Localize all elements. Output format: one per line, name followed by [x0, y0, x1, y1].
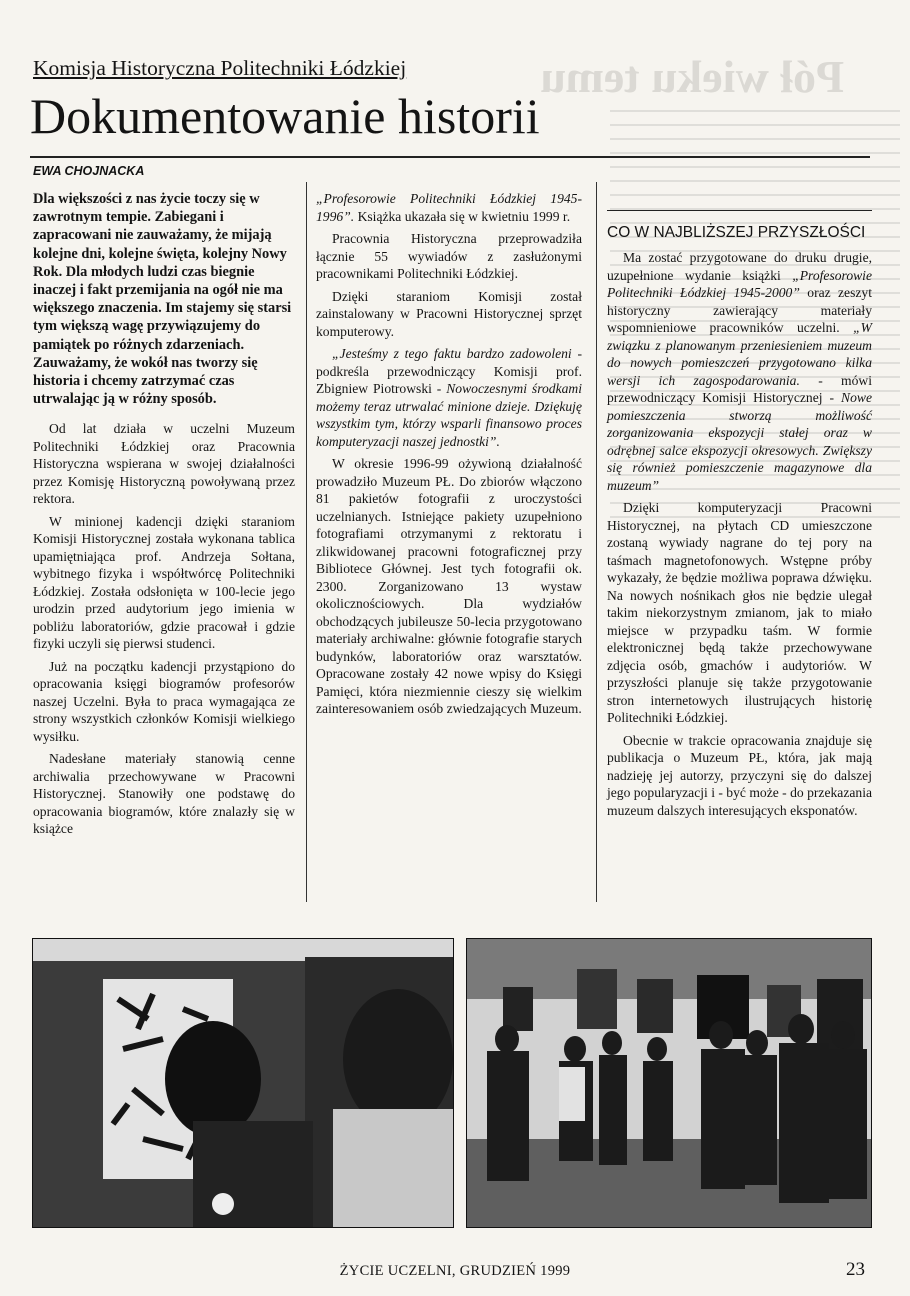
- quote-attribution: - podkreśla przewodniczący Komisji prof. Zbigniew Piotrowski -: [316, 346, 582, 396]
- paragraph: [607, 249, 872, 494]
- photo-exhibition-hall: [466, 938, 872, 1228]
- box-title: CO W NAJBLIŻSZEJ PRZYSZŁOŚCI: [607, 210, 872, 243]
- byline: EWA CHOJNACKA: [33, 164, 145, 178]
- section-kicker: Komisja Historyczna Politechniki Łódzkiej: [33, 56, 407, 80]
- paragraph: Od lat działa w uczelni Muzeum Politechniki Łódzkiej oraz Pracownia Historyczna wspierana w swojej działalności przez Komisję Historyczną powoływaną przez rektora.: [33, 421, 295, 507]
- quote-paragraph: [316, 345, 582, 450]
- paragraph: Już na początku kadencji przystąpiono do opracowania księgi biogramów profesorów naszej Uczelni. Była to praca wymagająca ze strony wszystkich członków Komisji wielkiego wysiłku.: [33, 658, 295, 744]
- paragraph-text: Książka ukazała się w kwietniu 1999 r.: [357, 208, 571, 224]
- column-rule-1: [306, 182, 307, 902]
- paragraph-text: oraz zeszyt historyczny zawierający materiały wspomnieniowe pracowników uczelni.: [607, 285, 872, 335]
- photo-exhibition-visitor: [32, 938, 454, 1228]
- paragraph: Obecnie w trakcie opracowania znajduje się publikacja o Muzeum PŁ, która, jak mają nadzieję jej autorzy, przyczyni się do dalszej jego popularyzacji i - być może - do przekazania muzeum dalszych interesujących eksponatów.: [607, 732, 872, 818]
- quote-text: Nowoczesnymi środkami możemy teraz utrwalać minione dzieje. Dziękuję wszystkim tym, którzy wsparli finansowo proces komputeryzacji naszej jednostki”.: [316, 381, 582, 449]
- paragraph: W minionej kadencji dzięki staraniom Komisji Historycznej została wykonana tablica upamiętniająca prof. Andrzeja Sołtana, wybitnego fizyka i współtwórcę Politechniki Łódzkiej. Została odsłonięta w 100-lecie jego urodzin przed audytorium jego imienia w pobliżu laboratoriów, gdzie pracował i gdzie fizyki uczyli się pierwsi studenci.: [33, 513, 295, 652]
- column-3: [607, 190, 872, 824]
- column-rule-2: [596, 182, 597, 902]
- paragraph: Dzięki staraniom Komisji został zainstalowany w Pracowni Historycznej sprzęt komputerowy.: [316, 288, 582, 339]
- paragraph: W okresie 1996-99 ożywioną działalność prowadziło Muzeum PŁ. Do zbiorów włączono 81 pakietów fotografii z uroczystości uczelnianych. Istniejące pakiety uzupełniono fotografiami otrzymanymi z rektoratu i zlikwidowanej pracowni fotograficznej przy Bibliotece Głównej. Jest tych fotografii ok. 2300. Zorganizowano 13 wystaw okolicznościowych. Dla wydziałów obchodzących jubileusze 50-lecia przygotowano materiały archiwalne: głównie fotografie starych budynków, laboratoriów oraz warsztatów. Opracowane zostały 42 nowe wpisy do Księgi Pamięci, która niezmiennie cieszy się wielkim zainteresowaniem osób zwiedzających Muzeum.: [316, 456, 582, 716]
- quote-text: „W związku z planowanym przeniesieniem muzeum do nowych pomieszczeń przygotowano kilka wersji ich zagospodarowania.: [607, 320, 872, 388]
- paragraph-text: Ma zostać przygotowane do druku drugie, uzupełnione wydanie książki: [607, 250, 872, 283]
- quote-text: Nowe pomieszczenia stworzą możliwość zorganizowania ekspozycji stałej oraz w odrębnej salce ekspozycji okresowych. Zwiększy się również pomieszczenie magazynowe dla muzeum”: [607, 390, 872, 493]
- lead-paragraph: Dla większości z nas życie toczy się w zawrotnym tempie. Zabiegani i zapracowani nie zauważamy, że mijają kolejne dni, kolejne święta, kolejny Nowy Rok. Dla młodych ludzi czas biegnie inaczej i fakt przemijania na ogół nie ma większego znaczenia. Im stajemy się starsi tym większą wagę przywiązujemy do pamiątek po różnych zdarzeniach. Zauważamy, że wokół nas tworzy się historia i chcemy zatrzymać czas utrwalając ją w różny sposób.: [33, 191, 292, 408]
- page-footer: ŻYCIE UCZELNI, GRUDZIEŃ 1999: [339, 1263, 571, 1279]
- paragraph: Nadesłane materiały stanowią cenne archiwalia przechowywane w Pracowni Historycznej. Stanowiły one podstawę do opracowania biogramów, które znalazły się w książce: [33, 751, 295, 837]
- paragraph: Pracownia Historyczna przeprowadziła łącznie 55 wywiadów z zasłużonymi pracownikami Politechniki Łódzkiej.: [316, 231, 582, 281]
- book-title: „Profesorowie Politechniki Łódzkiej 1945-2000”: [607, 267, 872, 300]
- article-headline: Dokumentowanie historii: [30, 88, 540, 144]
- quote-attribution: - mówi przewodniczący Komisji Historycznej -: [607, 372, 872, 405]
- quote-text: „Jesteśmy z tego faktu bardzo zadowoleni: [332, 346, 572, 361]
- column-2: [316, 190, 582, 723]
- page-number: 23: [846, 1259, 865, 1280]
- show-through-heading: Pół wieku temu: [540, 51, 845, 102]
- paragraph: Dzięki komputeryzacji Pracowni Historycznej, na płytach CD umieszczone zostaną wywiady nagrane do tej pory na taśmach magnetofonowych. Wstępne próby wykazały, że będzie możliwa poprawa dźwięku. Na nowych nośnikach głos nie będzie ulegał takim niekorzystnym zmianom, jak to miało miejsce w przypadku taśm. W formie elektronicznej będą także przechowywane zdjęcia osób, gmachów i audytoriów. W przyszłości planuje się także przygotowanie stron internetowych ilustrujących historię Politechniki Łódzkiej.: [607, 500, 872, 725]
- headline-rule: [30, 156, 870, 158]
- paragraph: [316, 190, 582, 225]
- column-1: [33, 190, 295, 843]
- book-title: „Profesorowie Politechniki Łódzkiej 1945-1996”.: [316, 191, 582, 224]
